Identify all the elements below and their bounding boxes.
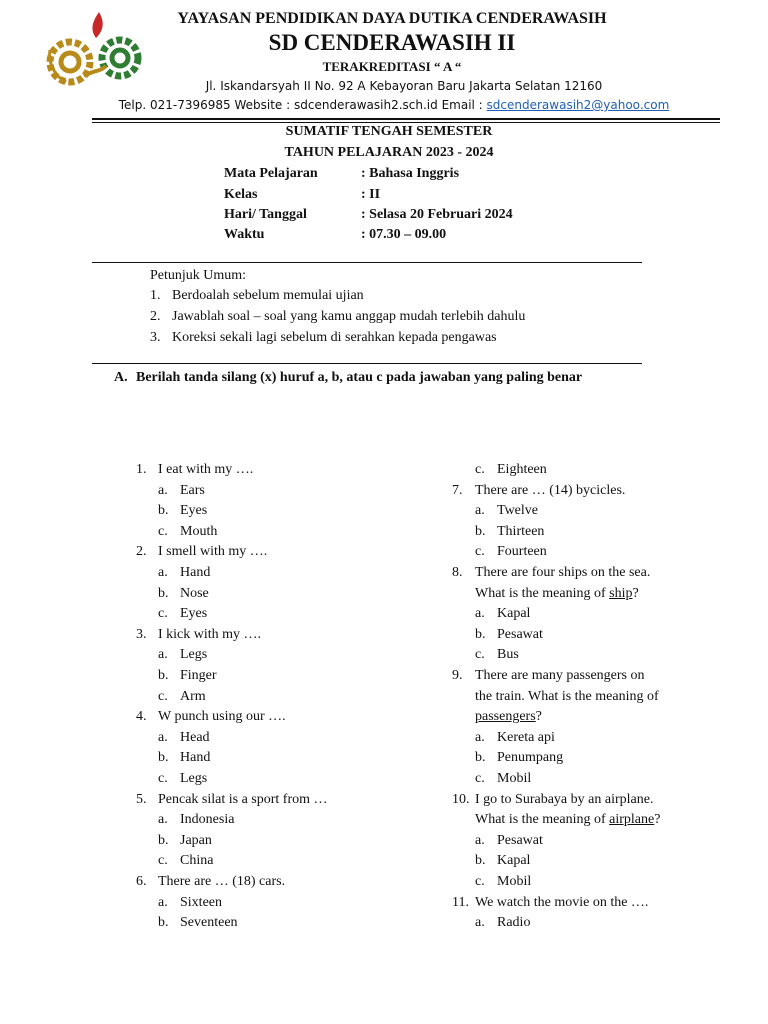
option-text: Legs xyxy=(180,647,208,663)
question-number: 4. xyxy=(136,709,147,725)
option-text: Eighteen xyxy=(497,462,547,477)
option-text: Arm xyxy=(180,688,206,704)
option-letter[interactable]: c. xyxy=(475,462,485,477)
question-number: 1. xyxy=(136,462,147,477)
underlined-word: ship xyxy=(609,585,633,601)
contact-text: Telp. 021-7396985 Website : sdcenderawasih2.sch.id Email : xyxy=(118,98,487,112)
school-name: SD CENDERAWASIH II xyxy=(268,30,516,55)
option-letter[interactable]: b. xyxy=(158,668,169,683)
question-text: What is the meaning of ship? xyxy=(475,585,639,601)
option-letter[interactable]: a. xyxy=(158,729,168,745)
question-text: Pencak silat is a sport from … xyxy=(158,791,328,807)
question-number: 5. xyxy=(136,791,147,807)
option-text: Head xyxy=(180,729,210,745)
info-label: Waktu xyxy=(224,227,265,242)
option-letter[interactable]: b. xyxy=(475,523,486,539)
question-number: 10. xyxy=(452,791,470,807)
question-text: There are … (14) bycicles. xyxy=(475,482,626,498)
option-text: Hand xyxy=(180,565,211,580)
question-text: passengers? xyxy=(475,709,542,725)
instruction-number: 2. xyxy=(150,309,161,324)
instruction-item: Jawablah soal – soal yang kamu anggap mudah terlebih dahulu xyxy=(172,309,526,324)
separator-line xyxy=(92,363,642,364)
option-letter[interactable]: c. xyxy=(158,771,168,786)
school-contact xyxy=(0,98,768,112)
option-letter[interactable]: b. xyxy=(158,915,169,931)
section-letter: A. xyxy=(114,370,128,385)
option-text: Seventeen xyxy=(180,915,238,931)
option-letter[interactable]: c. xyxy=(158,523,168,539)
accreditation: TERAKREDITASI “ A “ xyxy=(322,59,462,74)
option-text: Nose xyxy=(180,585,209,601)
separator-line xyxy=(92,262,642,263)
option-letter[interactable]: b. xyxy=(158,585,169,601)
question-text: W punch using our …. xyxy=(158,709,286,725)
instruction-item: Berdoalah sebelum memulai ujian xyxy=(172,288,364,303)
option-letter[interactable]: c. xyxy=(158,606,168,622)
option-letter[interactable]: c. xyxy=(475,647,485,663)
option-letter[interactable]: a. xyxy=(475,729,485,745)
option-text: Kapal xyxy=(497,606,531,622)
info-label: Hari/ Tanggal xyxy=(224,207,307,222)
info-value: : 07.30 – 09.00 xyxy=(361,227,447,242)
school-address: Jl. Iskandarsyah II No. 92 A Kebayoran Baru Jakarta Selatan 12160 xyxy=(205,79,603,93)
section-title: Berilah tanda silang (x) huruf a, b, atau c pada jawaban yang paling benar xyxy=(136,370,583,385)
option-text: Mobil xyxy=(497,874,532,889)
info-value: : II xyxy=(361,187,381,202)
question-number: 7. xyxy=(452,482,463,498)
option-text: China xyxy=(180,853,214,869)
option-text: Pesawat xyxy=(497,626,543,642)
option-letter[interactable]: a. xyxy=(158,565,168,580)
question-text: I kick with my …. xyxy=(158,626,262,642)
question-number: 9. xyxy=(452,668,463,683)
option-text: Hand xyxy=(180,750,211,766)
option-text: Penumpang xyxy=(497,750,564,766)
exam-year: TAHUN PELAJARAN 2023 - 2024 xyxy=(284,145,494,160)
option-letter[interactable]: a. xyxy=(475,915,485,931)
option-text: Indonesia xyxy=(180,812,235,828)
question-text: We watch the movie on the …. xyxy=(475,894,649,910)
option-text: Sixteen xyxy=(180,894,222,910)
option-letter[interactable]: c. xyxy=(158,688,168,704)
option-text: Bus xyxy=(497,647,519,663)
option-text: Japan xyxy=(180,832,212,848)
exam-title: SUMATIF TENGAH SEMESTER xyxy=(285,124,493,139)
option-letter[interactable]: b. xyxy=(158,832,169,848)
option-text: Eyes xyxy=(180,606,208,622)
option-letter[interactable]: b. xyxy=(475,626,486,642)
option-text: Fourteen xyxy=(497,544,547,560)
option-letter[interactable]: b. xyxy=(475,750,486,766)
question-number: 11. xyxy=(452,894,469,910)
option-letter[interactable]: b. xyxy=(158,750,169,766)
option-letter[interactable]: a. xyxy=(475,503,485,519)
info-value: : Selasa 20 Februari 2024 xyxy=(361,207,513,222)
question-text: There are many passengers on xyxy=(475,668,645,683)
option-letter[interactable]: b. xyxy=(475,853,486,869)
instructions-heading: Petunjuk Umum: xyxy=(150,268,247,283)
option-letter[interactable]: a. xyxy=(158,647,168,663)
underlined-word: passengers xyxy=(475,709,536,725)
info-value: : Bahasa Inggris xyxy=(361,166,460,181)
question-text: I eat with my …. xyxy=(158,462,254,477)
option-letter[interactable]: c. xyxy=(475,771,485,786)
option-text: Ears xyxy=(180,482,205,498)
instruction-number: 3. xyxy=(150,330,161,345)
option-letter[interactable]: a. xyxy=(158,894,168,910)
underlined-word: airplane xyxy=(609,812,655,828)
option-text: Mobil xyxy=(497,771,532,786)
option-text: Kapal xyxy=(497,853,531,869)
question-text: What is the meaning of airplane? xyxy=(475,812,661,828)
instruction-number: 1. xyxy=(150,288,161,303)
option-text: Twelve xyxy=(497,503,539,519)
option-letter[interactable]: a. xyxy=(158,482,168,498)
info-label: Kelas xyxy=(224,187,258,202)
question-text: I go to Surabaya by an airplane. xyxy=(475,791,654,807)
header-divider xyxy=(92,118,720,120)
instruction-item: Koreksi sekali lagi sebelum di serahkan kepada pengawas xyxy=(172,330,497,345)
question-text: There are … (18) cars. xyxy=(158,874,286,889)
option-text: Eyes xyxy=(180,503,208,519)
option-text: Mouth xyxy=(180,523,218,539)
option-letter[interactable]: c. xyxy=(475,544,485,560)
option-letter[interactable]: a. xyxy=(475,832,485,848)
question-text: I smell with my …. xyxy=(158,544,268,560)
question-number: 2. xyxy=(136,544,147,560)
info-label: Mata Pelajaran xyxy=(224,166,318,181)
option-letter[interactable]: a. xyxy=(475,606,485,622)
option-letter[interactable]: c. xyxy=(158,853,168,869)
option-text: Finger xyxy=(180,668,217,683)
option-text: Legs xyxy=(180,771,208,786)
option-text: Radio xyxy=(497,915,531,931)
question-text: There are four ships on the sea. xyxy=(475,565,651,580)
question-number: 8. xyxy=(452,565,463,580)
option-letter[interactable]: a. xyxy=(158,812,168,828)
option-letter[interactable]: c. xyxy=(475,874,485,889)
question-number: 6. xyxy=(136,874,147,889)
foundation-name: YAYASAN PENDIDIKAN DAYA DUTIKA CENDERAWASIH xyxy=(177,10,607,27)
email-link[interactable]: sdcenderawasih2@yahoo.com xyxy=(486,98,670,112)
option-text: Thirteen xyxy=(497,523,545,539)
option-text: Pesawat xyxy=(497,832,543,848)
question-number: 3. xyxy=(136,626,147,642)
question-text: the train. What is the meaning of xyxy=(475,688,659,704)
header-divider-thin xyxy=(92,122,720,123)
option-letter[interactable]: b. xyxy=(158,503,169,519)
option-text: Kereta api xyxy=(497,729,555,745)
